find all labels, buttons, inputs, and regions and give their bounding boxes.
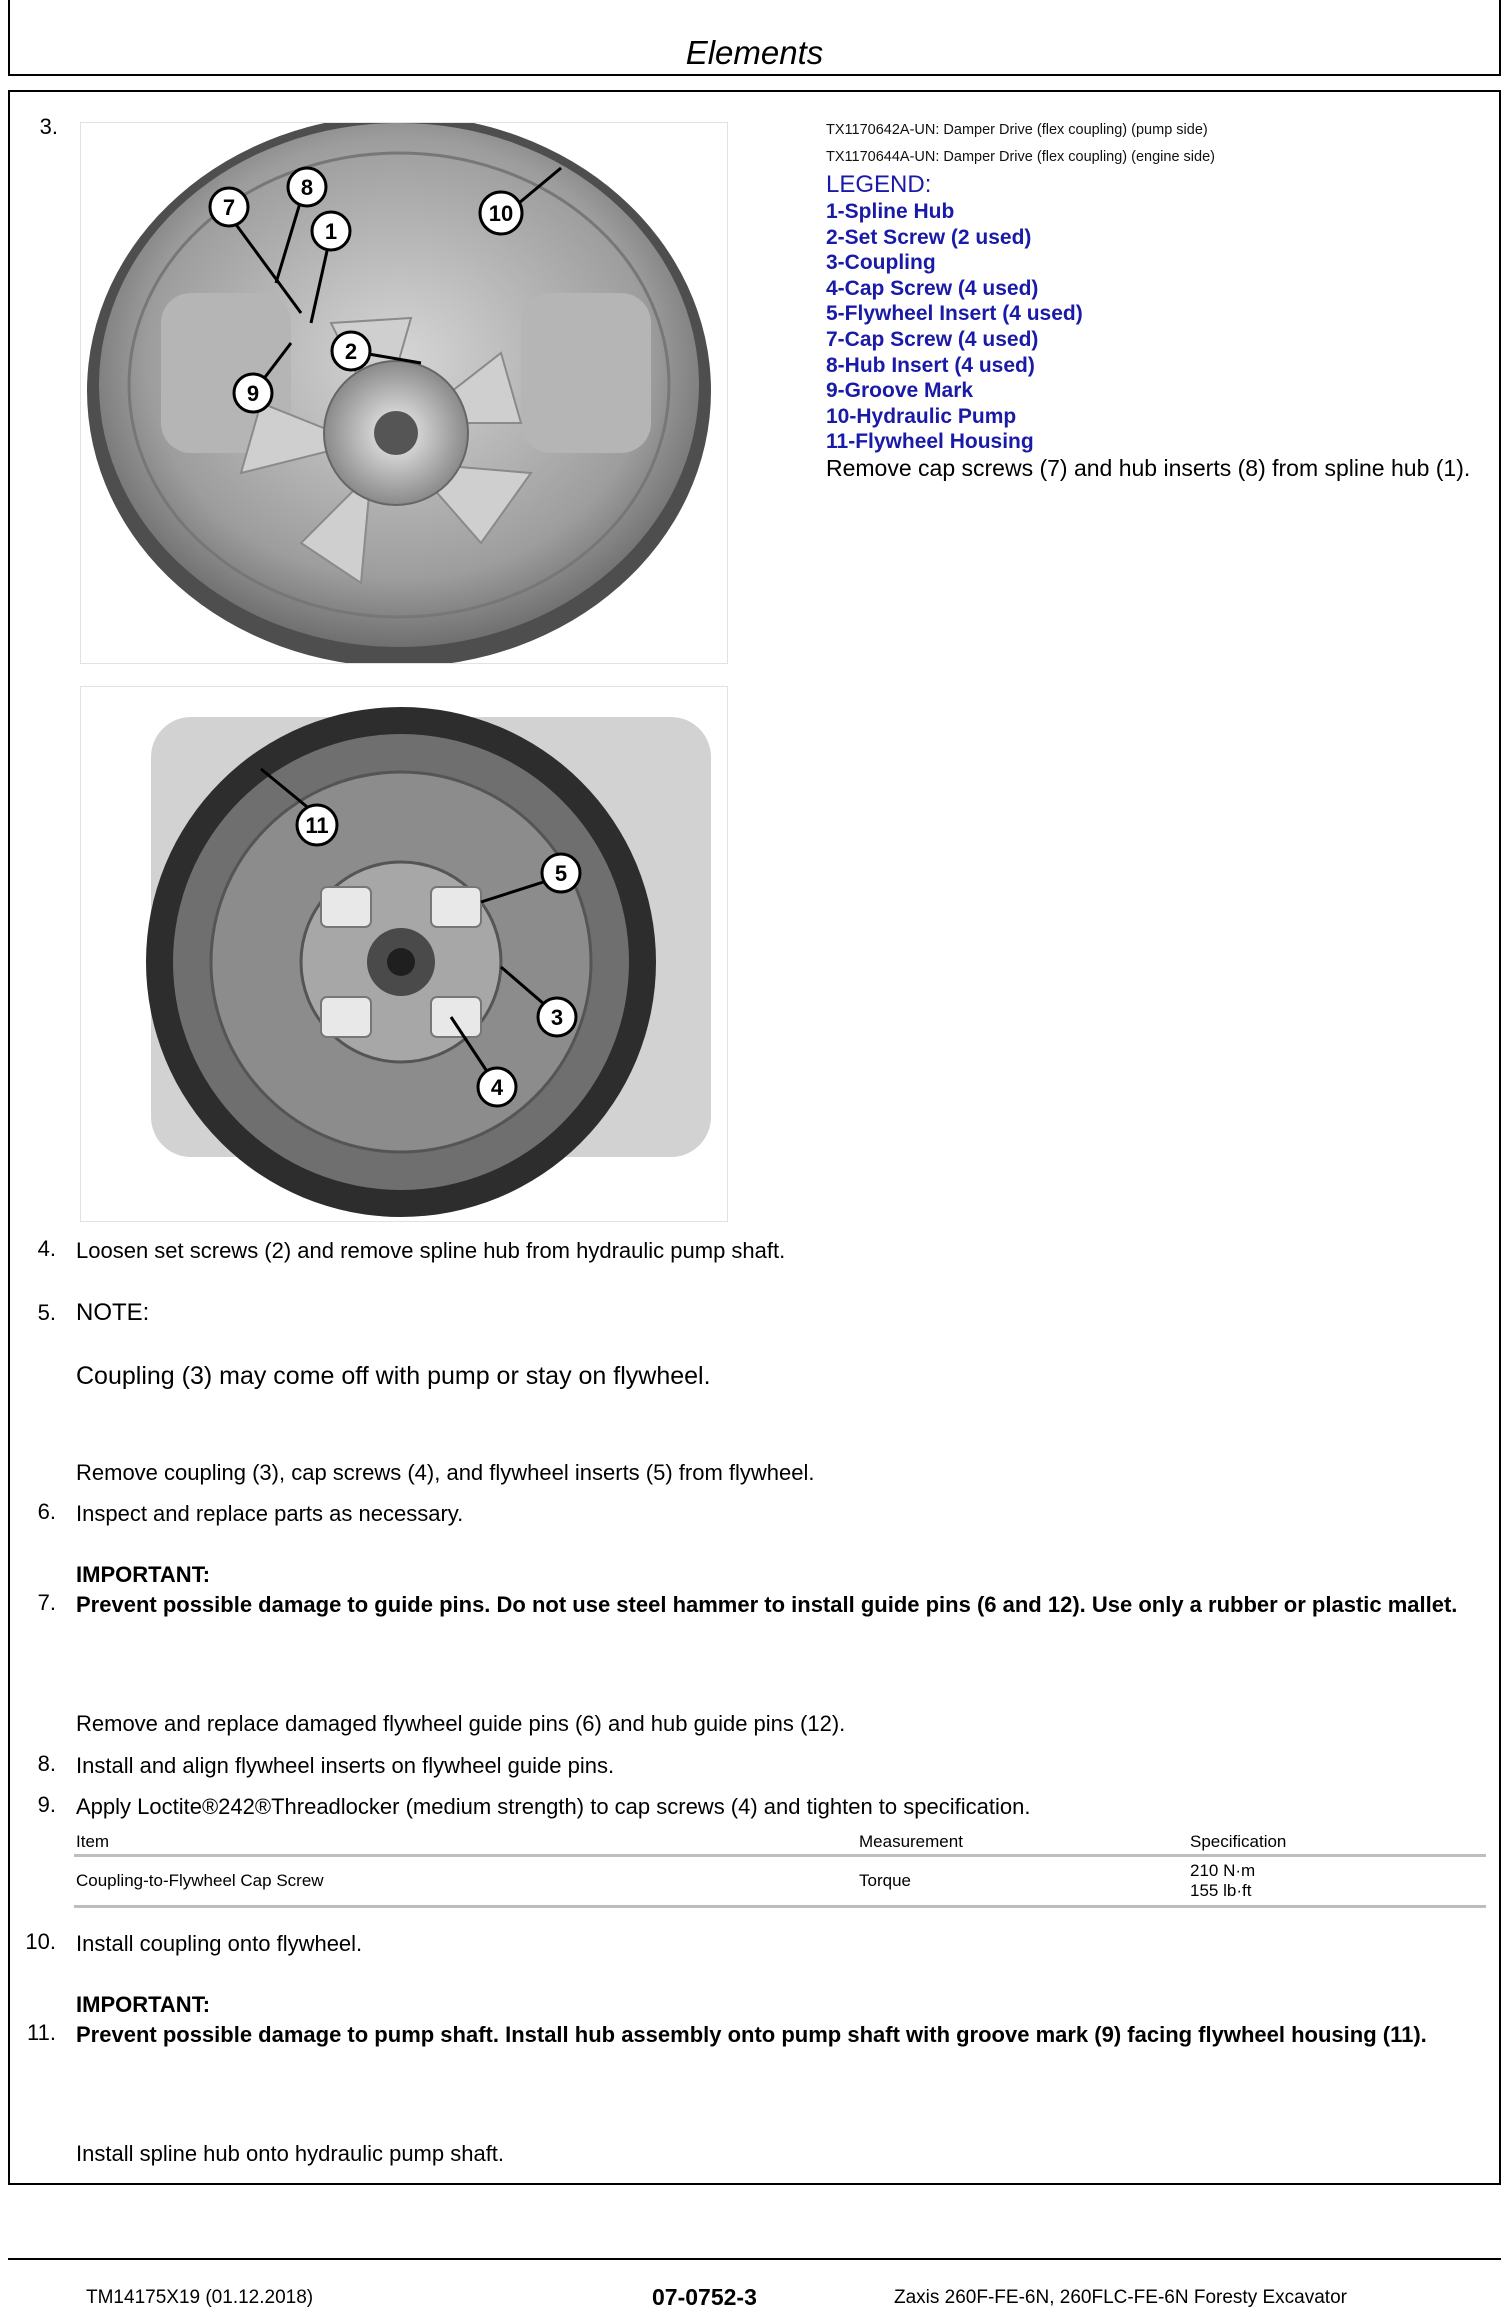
spec-item: Coupling-to-Flywheel Cap Screw	[74, 1856, 857, 1907]
legend-list	[826, 199, 1083, 455]
spec-value	[1188, 1856, 1486, 1907]
spec-metric: 210 N·m	[1190, 1861, 1256, 1880]
step-number: 8.	[37, 1751, 56, 1776]
callout-8: 8	[300, 175, 314, 200]
callout-2: 2	[344, 339, 358, 364]
specification-table	[74, 1832, 1486, 1908]
damper-drive-engine-side-figure	[80, 686, 728, 1222]
footer-doc-id: TM14175X19 (01.12.2018)	[86, 2287, 314, 2308]
spec-imperial: 155 lb·ft	[1190, 1881, 1252, 1900]
step-number: 6.	[37, 1499, 56, 1524]
column-header-item: Item	[74, 1832, 857, 1856]
callout-3: 3	[550, 1005, 564, 1030]
damper-drive-pump-side-figure	[80, 122, 728, 664]
callout-4: 4	[490, 1075, 504, 1100]
step-text: Install and align flywheel inserts on flywheel guide pins.	[76, 1753, 615, 1778]
legend-item: 2-Set Screw (2 used)	[826, 225, 1032, 249]
important-text: Prevent possible damage to pump shaft. Install hub assembly onto pump shaft with groove mark (9) facing flywheel housing (11).	[76, 2022, 1427, 2047]
step-number: 10.	[25, 1929, 56, 1954]
callout-7: 7	[222, 195, 236, 220]
footer-rule	[8, 2258, 1501, 2260]
table-row	[74, 1856, 1486, 1907]
legend-item: 9-Groove Mark	[826, 379, 974, 403]
step-text: Remove coupling (3), cap screws (4), and flywheel inserts (5) from flywheel.	[76, 1460, 815, 1485]
important-label: IMPORTANT:	[76, 1562, 211, 1587]
footer-page-number: 07-0752-3	[652, 2284, 757, 2310]
note-label: NOTE:	[76, 1299, 150, 1326]
step-number: 11.	[27, 2020, 56, 2045]
legend-item: 3-Coupling	[826, 251, 936, 275]
figure-caption: TX1170644A-UN: Damper Drive (flex coupling) (engine side)	[826, 149, 1215, 165]
callout-1: 1	[324, 219, 338, 244]
step-text: Install coupling onto flywheel.	[76, 1931, 363, 1956]
step-number: 9.	[37, 1792, 56, 1817]
callout-11: 11	[305, 813, 329, 838]
callout-5: 5	[554, 861, 568, 886]
step-instruction: Remove cap screws (7) and hub inserts (8) from spline hub (1).	[826, 455, 1471, 481]
legend-item: 5-Flywheel Insert (4 used)	[826, 302, 1083, 326]
legend-item: 8-Hub Insert (4 used)	[826, 353, 1035, 377]
step-text: Inspect and replace parts as necessary.	[76, 1501, 464, 1526]
step-text: Loosen set screws (2) and remove spline hub from hydraulic pump shaft.	[76, 1238, 786, 1263]
legend-item: 11-Flywheel Housing	[826, 430, 1034, 454]
column-header-measurement: Measurement	[857, 1832, 1188, 1856]
important-label: IMPORTANT:	[76, 1992, 211, 2017]
important-text: Prevent possible damage to guide pins. Do not use steel hammer to install guide pins (6 and 12). Use only a rubber or plastic mallet.	[76, 1592, 1458, 1617]
footer-machine: Zaxis 260F-FE-6N, 260FLC-FE-6N Foresty Excavator	[894, 2287, 1347, 2308]
page-header	[8, 0, 1501, 76]
legend-item: 7-Cap Screw (4 used)	[826, 327, 1039, 351]
step-text: Apply Loctite®242®Threadlocker (medium strength) to cap screws (4) and tighten to specification.	[76, 1794, 1031, 1819]
step-number: 5.	[37, 1300, 56, 1325]
callout-9: 9	[246, 381, 260, 406]
callout-10: 10	[488, 201, 514, 226]
note-text: Coupling (3) may come off with pump or stay on flywheel.	[76, 1362, 711, 1390]
spec-measurement: Torque	[857, 1856, 1188, 1907]
legend-item: 1-Spline Hub	[826, 200, 955, 223]
step-number: 3.	[39, 114, 58, 139]
legend-item: 4-Cap Screw (4 used)	[826, 276, 1039, 300]
page-title: Elements	[685, 34, 824, 71]
pump-side-illustration	[81, 123, 727, 663]
engine-side-illustration	[81, 687, 727, 1221]
step-text: Install spline hub onto hydraulic pump shaft.	[76, 2141, 505, 2166]
legend-title: LEGEND:	[826, 171, 932, 198]
step-text: Remove and replace damaged flywheel guide pins (6) and hub guide pins (12).	[76, 1711, 846, 1736]
step-number: 7.	[37, 1590, 56, 1615]
column-header-specification: Specification	[1188, 1832, 1486, 1856]
figure-caption: TX1170642A-UN: Damper Drive (flex coupling) (pump side)	[826, 122, 1208, 138]
legend-item: 10-Hydraulic Pump	[826, 404, 1017, 428]
step-number: 4.	[37, 1236, 56, 1261]
